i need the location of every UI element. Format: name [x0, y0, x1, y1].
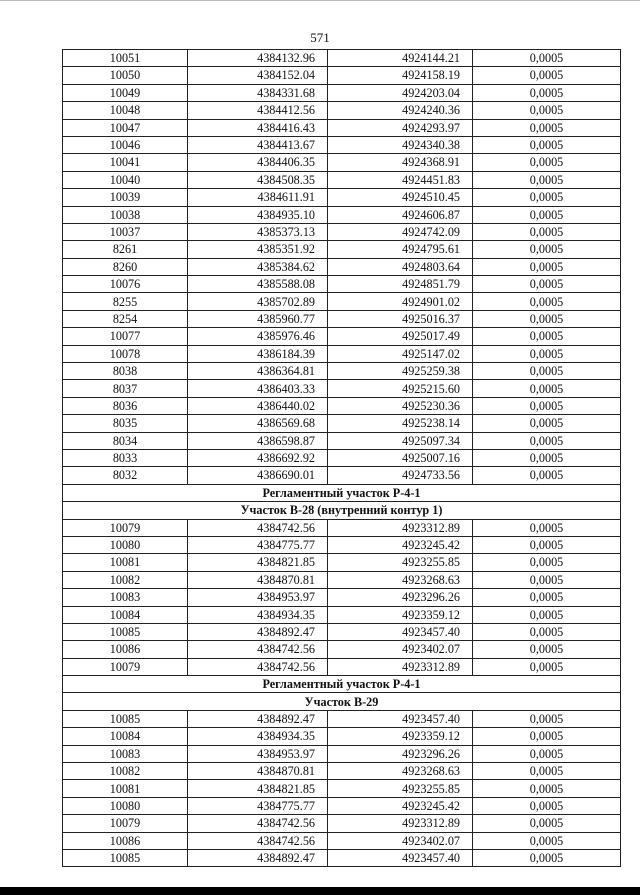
point-number-cell: 10051: [63, 50, 188, 67]
x-coordinate-cell: 4384935.10: [188, 206, 328, 223]
table-row: [63, 728, 621, 745]
point-number-cell: 10085: [63, 849, 188, 866]
table-row: [63, 102, 621, 119]
point-number-cell: 10037: [63, 223, 188, 240]
table-row: [63, 763, 621, 780]
x-coordinate-cell: 4386184.39: [188, 345, 328, 362]
table-row: [63, 258, 621, 275]
table-row: [63, 136, 621, 153]
y-coordinate-cell: 4923359.12: [328, 728, 473, 745]
x-coordinate-cell: 4385976.46: [188, 328, 328, 345]
table-row: [63, 241, 621, 258]
table-row: [63, 554, 621, 571]
accuracy-cell: 0,0005: [473, 293, 621, 310]
table-row: [63, 310, 621, 327]
point-number-cell: 10082: [63, 763, 188, 780]
accuracy-cell: 0,0005: [473, 363, 621, 380]
x-coordinate-cell: 4384132.96: [188, 50, 328, 67]
table-row: [63, 415, 621, 432]
point-number-cell: 10041: [63, 154, 188, 171]
accuracy-cell: 0,0005: [473, 849, 621, 866]
point-number-cell: 10081: [63, 554, 188, 571]
page-number: 571: [310, 30, 330, 45]
y-coordinate-cell: 4925017.49: [328, 328, 473, 345]
accuracy-cell: 0,0005: [473, 710, 621, 727]
accuracy-cell: 0,0005: [473, 536, 621, 553]
x-coordinate-cell: 4385702.89: [188, 293, 328, 310]
accuracy-cell: 0,0005: [473, 397, 621, 414]
point-number-cell: 10076: [63, 276, 188, 293]
point-number-cell: 8034: [63, 432, 188, 449]
x-coordinate-cell: 4384892.47: [188, 849, 328, 866]
table-row: [63, 380, 621, 397]
section-header: Участок В-28 (внутренний контур 1): [63, 502, 621, 519]
table-row: [63, 328, 621, 345]
scan-edge-line: [0, 0, 640, 1]
y-coordinate-cell: 4923312.89: [328, 815, 473, 832]
y-coordinate-cell: 4925259.38: [328, 363, 473, 380]
x-coordinate-cell: 4384611.91: [188, 189, 328, 206]
y-coordinate-cell: 4925097.34: [328, 432, 473, 449]
point-number-cell: 8260: [63, 258, 188, 275]
y-coordinate-cell: 4923312.89: [328, 658, 473, 675]
x-coordinate-cell: 4384934.35: [188, 606, 328, 623]
y-coordinate-cell: 4923255.85: [328, 554, 473, 571]
x-coordinate-cell: 4384892.47: [188, 623, 328, 640]
accuracy-cell: 0,0005: [473, 380, 621, 397]
y-coordinate-cell: 4924606.87: [328, 206, 473, 223]
x-coordinate-cell: 4386569.68: [188, 415, 328, 432]
table-row: [63, 293, 621, 310]
table-row: [63, 797, 621, 814]
y-coordinate-cell: 4925007.16: [328, 449, 473, 466]
y-coordinate-cell: 4923268.63: [328, 763, 473, 780]
point-number-cell: 10084: [63, 606, 188, 623]
x-coordinate-cell: 4386364.81: [188, 363, 328, 380]
x-coordinate-cell: 4384742.56: [188, 658, 328, 675]
y-coordinate-cell: 4923457.40: [328, 623, 473, 640]
accuracy-cell: 0,0005: [473, 206, 621, 223]
table-row: [63, 84, 621, 101]
table-row: [63, 536, 621, 553]
point-number-cell: 10079: [63, 658, 188, 675]
table-row: [63, 832, 621, 849]
x-coordinate-cell: 4386440.02: [188, 397, 328, 414]
y-coordinate-cell: 4924901.02: [328, 293, 473, 310]
point-number-cell: 8036: [63, 397, 188, 414]
section-header-row: [63, 676, 621, 693]
table-row: [63, 815, 621, 832]
table-row: [63, 519, 621, 536]
point-number-cell: 10084: [63, 728, 188, 745]
y-coordinate-cell: 4924144.21: [328, 50, 473, 67]
x-coordinate-cell: 4385373.13: [188, 223, 328, 240]
x-coordinate-cell: 4386690.01: [188, 467, 328, 484]
point-number-cell: 10082: [63, 571, 188, 588]
point-number-cell: 10080: [63, 797, 188, 814]
section-header: Регламентный участок Р-4-1: [63, 484, 621, 501]
accuracy-cell: 0,0005: [473, 589, 621, 606]
x-coordinate-cell: 4384953.97: [188, 745, 328, 762]
accuracy-cell: 0,0005: [473, 67, 621, 84]
y-coordinate-cell: 4924851.79: [328, 276, 473, 293]
x-coordinate-cell: 4384742.56: [188, 519, 328, 536]
point-number-cell: 8254: [63, 310, 188, 327]
y-coordinate-cell: 4923268.63: [328, 571, 473, 588]
y-coordinate-cell: 4923402.07: [328, 832, 473, 849]
y-coordinate-cell: 4925238.14: [328, 415, 473, 432]
table-row: [63, 710, 621, 727]
y-coordinate-cell: 4924742.09: [328, 223, 473, 240]
accuracy-cell: 0,0005: [473, 258, 621, 275]
accuracy-cell: 0,0005: [473, 328, 621, 345]
point-number-cell: 10080: [63, 536, 188, 553]
y-coordinate-cell: 4924158.19: [328, 67, 473, 84]
y-coordinate-cell: 4924733.56: [328, 467, 473, 484]
table-row: [63, 154, 621, 171]
accuracy-cell: 0,0005: [473, 449, 621, 466]
y-coordinate-cell: 4924240.36: [328, 102, 473, 119]
table-row: [63, 432, 621, 449]
y-coordinate-cell: 4923245.42: [328, 797, 473, 814]
point-number-cell: 10038: [63, 206, 188, 223]
x-coordinate-cell: 4384742.56: [188, 815, 328, 832]
y-coordinate-cell: 4925016.37: [328, 310, 473, 327]
x-coordinate-cell: 4385351.92: [188, 241, 328, 258]
y-coordinate-cell: 4924293.97: [328, 119, 473, 136]
table-row: [63, 641, 621, 658]
accuracy-cell: 0,0005: [473, 223, 621, 240]
y-coordinate-cell: 4923312.89: [328, 519, 473, 536]
point-number-cell: 10046: [63, 136, 188, 153]
x-coordinate-cell: 4384870.81: [188, 571, 328, 588]
scan-bottom-border: [0, 887, 640, 895]
y-coordinate-cell: 4923402.07: [328, 641, 473, 658]
y-coordinate-cell: 4923296.26: [328, 745, 473, 762]
x-coordinate-cell: 4384742.56: [188, 832, 328, 849]
y-coordinate-cell: 4924451.83: [328, 171, 473, 188]
point-number-cell: 10047: [63, 119, 188, 136]
table-row: [63, 745, 621, 762]
y-coordinate-cell: 4925215.60: [328, 380, 473, 397]
y-coordinate-cell: 4925230.36: [328, 397, 473, 414]
accuracy-cell: 0,0005: [473, 467, 621, 484]
table-row: [63, 276, 621, 293]
x-coordinate-cell: 4384412.56: [188, 102, 328, 119]
x-coordinate-cell: 4386403.33: [188, 380, 328, 397]
section-header-row: [63, 693, 621, 710]
accuracy-cell: 0,0005: [473, 276, 621, 293]
point-number-cell: 10081: [63, 780, 188, 797]
accuracy-cell: 0,0005: [473, 241, 621, 258]
table-row: [63, 589, 621, 606]
x-coordinate-cell: 4384413.67: [188, 136, 328, 153]
table-row: [63, 119, 621, 136]
point-number-cell: 10083: [63, 745, 188, 762]
table-row: [63, 467, 621, 484]
point-number-cell: 10048: [63, 102, 188, 119]
accuracy-cell: 0,0005: [473, 815, 621, 832]
accuracy-cell: 0,0005: [473, 763, 621, 780]
x-coordinate-cell: 4384775.77: [188, 797, 328, 814]
x-coordinate-cell: 4384152.04: [188, 67, 328, 84]
x-coordinate-cell: 4384821.85: [188, 554, 328, 571]
point-number-cell: 10079: [63, 815, 188, 832]
table-row: [63, 623, 621, 640]
table-row: [63, 50, 621, 67]
y-coordinate-cell: 4924510.45: [328, 189, 473, 206]
accuracy-cell: 0,0005: [473, 797, 621, 814]
table-row: [63, 189, 621, 206]
accuracy-cell: 0,0005: [473, 345, 621, 362]
point-number-cell: 8038: [63, 363, 188, 380]
accuracy-cell: 0,0005: [473, 50, 621, 67]
y-coordinate-cell: 4923457.40: [328, 849, 473, 866]
point-number-cell: 10039: [63, 189, 188, 206]
coordinates-table-body: [63, 50, 621, 867]
y-coordinate-cell: 4924803.64: [328, 258, 473, 275]
accuracy-cell: 0,0005: [473, 189, 621, 206]
x-coordinate-cell: 4384892.47: [188, 710, 328, 727]
table-row: [63, 67, 621, 84]
accuracy-cell: 0,0005: [473, 415, 621, 432]
x-coordinate-cell: 4384508.35: [188, 171, 328, 188]
accuracy-cell: 0,0005: [473, 136, 621, 153]
table-row: [63, 397, 621, 414]
point-number-cell: 10086: [63, 832, 188, 849]
coordinates-table: [62, 49, 621, 867]
table-row: [63, 449, 621, 466]
point-number-cell: 10050: [63, 67, 188, 84]
x-coordinate-cell: 4384742.56: [188, 641, 328, 658]
point-number-cell: 10086: [63, 641, 188, 658]
y-coordinate-cell: 4924340.38: [328, 136, 473, 153]
x-coordinate-cell: 4384406.35: [188, 154, 328, 171]
x-coordinate-cell: 4384934.35: [188, 728, 328, 745]
x-coordinate-cell: 4384870.81: [188, 763, 328, 780]
accuracy-cell: 0,0005: [473, 641, 621, 658]
accuracy-cell: 0,0005: [473, 658, 621, 675]
x-coordinate-cell: 4384331.68: [188, 84, 328, 101]
accuracy-cell: 0,0005: [473, 84, 621, 101]
accuracy-cell: 0,0005: [473, 310, 621, 327]
x-coordinate-cell: 4384953.97: [188, 589, 328, 606]
table-row: [63, 780, 621, 797]
table-row: [63, 658, 621, 675]
point-number-cell: 8261: [63, 241, 188, 258]
table-row: [63, 606, 621, 623]
x-coordinate-cell: 4384821.85: [188, 780, 328, 797]
table-row: [63, 345, 621, 362]
y-coordinate-cell: 4923296.26: [328, 589, 473, 606]
accuracy-cell: 0,0005: [473, 832, 621, 849]
point-number-cell: 8032: [63, 467, 188, 484]
point-number-cell: 8035: [63, 415, 188, 432]
accuracy-cell: 0,0005: [473, 606, 621, 623]
accuracy-cell: 0,0005: [473, 432, 621, 449]
accuracy-cell: 0,0005: [473, 119, 621, 136]
table-row: [63, 223, 621, 240]
accuracy-cell: 0,0005: [473, 554, 621, 571]
table-row: [63, 849, 621, 866]
point-number-cell: 10079: [63, 519, 188, 536]
table-row: [63, 206, 621, 223]
point-number-cell: 10083: [63, 589, 188, 606]
point-number-cell: 8255: [63, 293, 188, 310]
x-coordinate-cell: 4385384.62: [188, 258, 328, 275]
point-number-cell: 8033: [63, 449, 188, 466]
x-coordinate-cell: 4386692.92: [188, 449, 328, 466]
x-coordinate-cell: 4385960.77: [188, 310, 328, 327]
y-coordinate-cell: 4923359.12: [328, 606, 473, 623]
point-number-cell: 10077: [63, 328, 188, 345]
point-number-cell: 10040: [63, 171, 188, 188]
section-header: Участок В-29: [63, 693, 621, 710]
point-number-cell: 10049: [63, 84, 188, 101]
point-number-cell: 10085: [63, 623, 188, 640]
table-row: [63, 171, 621, 188]
y-coordinate-cell: 4923457.40: [328, 710, 473, 727]
accuracy-cell: 0,0005: [473, 102, 621, 119]
accuracy-cell: 0,0005: [473, 571, 621, 588]
y-coordinate-cell: 4924368.91: [328, 154, 473, 171]
section-header: Регламентный участок Р-4-1: [63, 676, 621, 693]
point-number-cell: 10078: [63, 345, 188, 362]
y-coordinate-cell: 4923255.85: [328, 780, 473, 797]
accuracy-cell: 0,0005: [473, 745, 621, 762]
accuracy-cell: 0,0005: [473, 623, 621, 640]
y-coordinate-cell: 4924203.04: [328, 84, 473, 101]
y-coordinate-cell: 4924795.61: [328, 241, 473, 258]
accuracy-cell: 0,0005: [473, 519, 621, 536]
accuracy-cell: 0,0005: [473, 728, 621, 745]
x-coordinate-cell: 4384775.77: [188, 536, 328, 553]
y-coordinate-cell: 4925147.02: [328, 345, 473, 362]
table-row: [63, 363, 621, 380]
accuracy-cell: 0,0005: [473, 171, 621, 188]
section-header-row: [63, 502, 621, 519]
point-number-cell: 8037: [63, 380, 188, 397]
section-header-row: [63, 484, 621, 501]
x-coordinate-cell: 4385588.08: [188, 276, 328, 293]
table-row: [63, 571, 621, 588]
x-coordinate-cell: 4384416.43: [188, 119, 328, 136]
accuracy-cell: 0,0005: [473, 154, 621, 171]
point-number-cell: 10085: [63, 710, 188, 727]
accuracy-cell: 0,0005: [473, 780, 621, 797]
x-coordinate-cell: 4386598.87: [188, 432, 328, 449]
y-coordinate-cell: 4923245.42: [328, 536, 473, 553]
